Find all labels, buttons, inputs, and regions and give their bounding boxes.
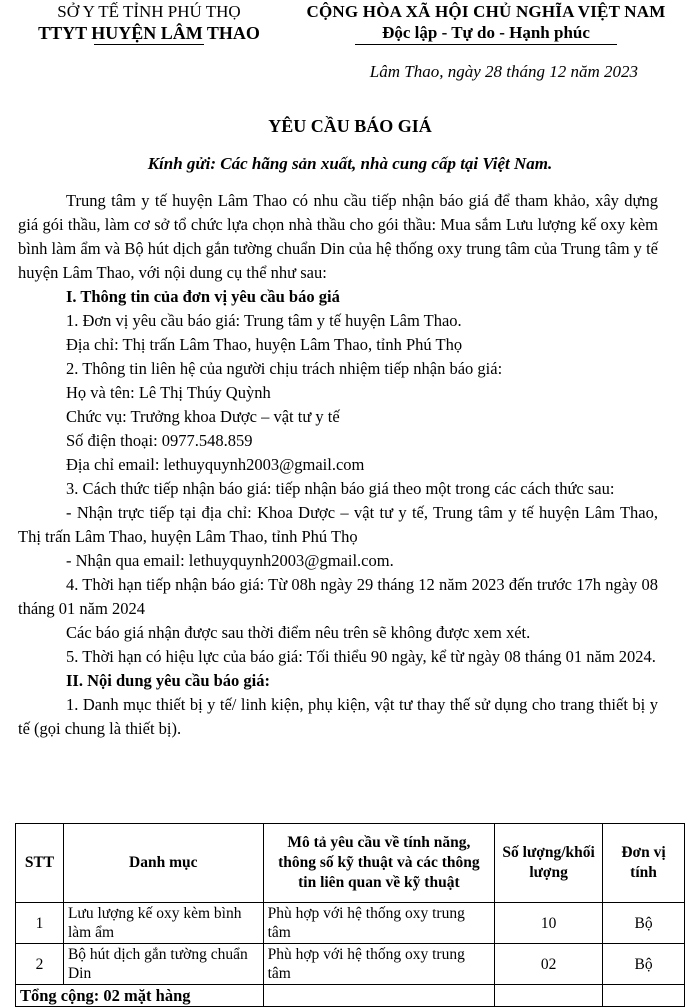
header-description: Mô tả yêu cầu về tính năng, thông số kỹ thuật và các thông tin liên quan về kỹ thuật [263,824,495,903]
row-description: Phù hợp với hệ thống oxy trung tâm [263,903,495,944]
row-item: Bộ hút dịch gắn tường chuẩn Din [63,944,263,985]
table-row [16,903,685,944]
row-quantity: 02 [495,944,603,985]
receiving-method-email: - Nhận qua email: lethuyquynh2003@gmail.com. [66,551,394,570]
table-header-row [16,824,685,903]
motto-underline [355,44,617,45]
quote-validity: 5. Thời hạn có hiệu lực của báo giá: Tối thiểu 90 ngày, kể từ ngày 08 tháng 01 năm 2024. [66,647,656,666]
agency-underline [94,44,204,45]
row-stt: 1 [16,903,64,944]
equipment-table [15,823,685,1007]
contact-name: Họ và tên: Lê Thị Thúy Quỳnh [66,383,271,402]
receiving-method-direct: - Nhận trực tiếp tại địa chỉ: Khoa Dược – vật tư y tế, Trung tâm y tế huyện Lâm Thao, Thị trấn Lâm Thao, huyện Lâm Thao, tỉnh Phú Thọ [18,503,658,546]
total-empty-cell [263,985,495,1007]
row-item: Lưu lượng kế oxy kèm bình làm ẩm [63,903,263,944]
late-submission-note: Các báo giá nhận được sau thời điểm nêu trên sẽ không được xem xét. [66,623,531,642]
national-header [282,2,690,45]
receiving-deadline: 4. Thời hạn tiếp nhận báo giá: Từ 08h ngày 29 tháng 12 năm 2023 đến trước 17h ngày 08 tháng 01 năm 2024 [18,575,658,618]
header-unit: Đơn vị tính [603,824,685,903]
row-unit: Bộ [603,903,685,944]
row-unit: Bộ [603,944,685,985]
section2-heading: II. Nội dung yêu cầu báo giá: [66,671,271,690]
header-stt: STT [16,824,64,903]
requester-unit: 1. Đơn vị yêu cầu báo giá: Trung tâm y tế huyện Lâm Thao. [66,311,462,330]
contact-position: Chức vụ: Trưởng khoa Dược – vật tư y tế [66,407,340,426]
total-empty-cell [603,985,685,1007]
equipment-list-intro: 1. Danh mục thiết bị y tế/ linh kiện, phụ kiện, vật tư thay thế sử dụng cho trang thiết bị y tế (gọi chung là thiết bị). [18,695,658,738]
country-name: CỘNG HÒA XÃ HỘI CHỦ NGHĨA VIỆT NAM [306,2,666,21]
contact-email: Địa chỉ email: lethuyquynh2003@gmail.com [66,455,365,474]
date-line: Lâm Thao, ngày 28 tháng 12 năm 2023 [369,62,638,81]
national-motto: Độc lập - Tự do - Hạnh phúc [382,23,590,42]
contact-phone: Số điện thoại: 0977.548.859 [66,431,253,450]
table-row [16,944,685,985]
document-body [18,189,658,741]
contact-info-heading: 2. Thông tin liên hệ của người chịu trách nhiệm tiếp nhận báo giá: [66,359,503,378]
agency-header [14,2,284,45]
intro-paragraph: Trung tâm y tế huyện Lâm Thao có nhu cầu tiếp nhận báo giá để tham khảo, xây dựng giá gói thầu, làm cơ sở tổ chức lựa chọn nhà thầu cho gói thầu: Mua sắm Lưu lượng kế oxy kèm bình làm ẩm và Bộ hút dịch gắn tường chuẩn Din của hệ thống oxy trung tâm của Trung tâm y tế huyện Lâm Thao, với nội dung cụ thể như sau: [18,191,658,282]
issuing-agency: TTYT HUYỆN LÂM THAO [38,23,260,43]
receiving-method: 3. Cách thức tiếp nhận báo giá: tiếp nhận báo giá theo một trong các cách thức sau: [66,479,615,498]
header-item: Danh mục [63,824,263,903]
parent-agency: SỞ Y TẾ TỈNH PHÚ THỌ [57,2,241,21]
row-description: Phù hợp với hệ thống oxy trung tâm [263,944,495,985]
section1-heading: I. Thông tin của đơn vị yêu cầu báo giá [66,287,340,306]
addressee-line: Kính gửi: Các hãng sản xuất, nhà cung cấp tại Việt Nam. [147,154,553,173]
row-stt: 2 [16,944,64,985]
header-quantity: Số lượng/khối lượng [495,824,603,903]
total-items: Tổng cộng: 02 mặt hàng [16,985,264,1007]
document-title: YÊU CẦU BÁO GIÁ [268,116,432,136]
requester-address: Địa chỉ: Thị trấn Lâm Thao, huyện Lâm Thao, tỉnh Phú Thọ [66,335,463,354]
total-empty-cell [495,985,603,1007]
table-total-row [16,985,685,1007]
row-quantity: 10 [495,903,603,944]
